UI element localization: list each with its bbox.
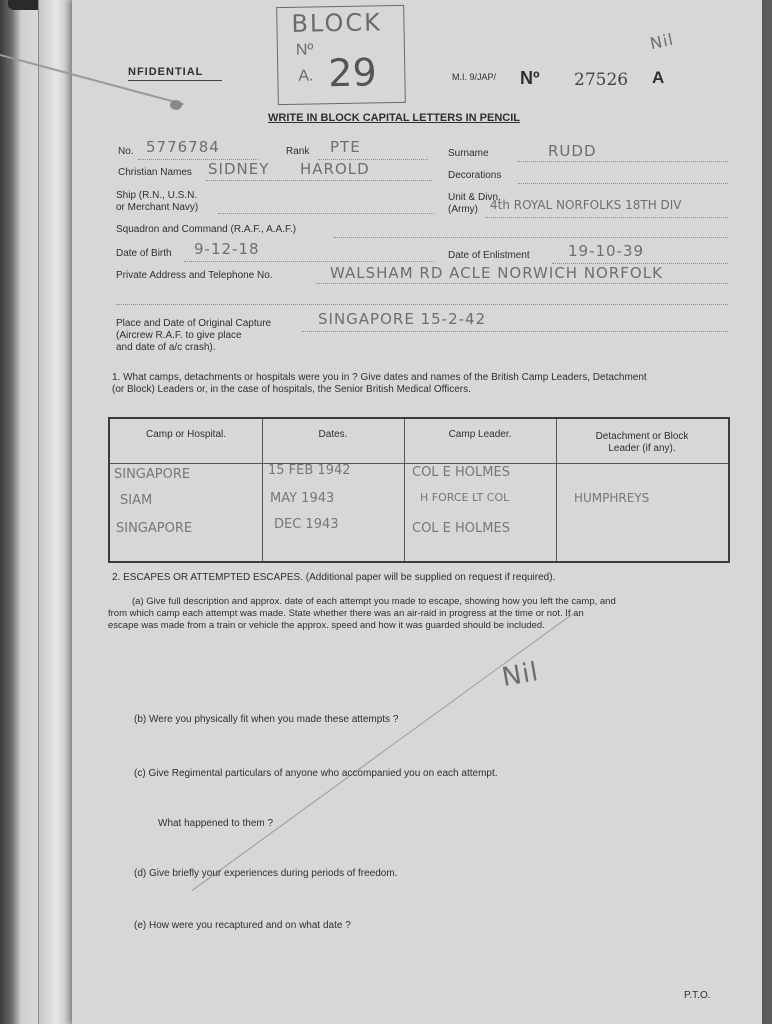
table-cell: 15 FEB 1942 <box>268 463 351 478</box>
confidential-label: NFIDENTIAL <box>128 66 204 78</box>
camp-table-header-detachment-2: Leader (if any). <box>608 443 676 454</box>
instruction-heading: WRITE IN BLOCK CAPITAL LETTERS IN PENCIL <box>268 112 520 124</box>
corner-nil-note: Nil <box>648 29 676 54</box>
surname-label: Surname <box>448 148 489 159</box>
q1-text-2: (or Block) Leaders or, in the case of hospitals, the Senior British Medical Officers. <box>112 384 471 395</box>
camp-table-header-dates: Dates. <box>318 429 348 440</box>
camp-table <box>108 417 730 563</box>
table-cell: COL E HOLMES <box>412 465 510 480</box>
service-no-label: No. <box>118 146 134 157</box>
q2-c: (c) Give Regimental particulars of anyone who accompanied you on each attempt. <box>134 768 498 779</box>
binder-strip <box>38 0 74 1024</box>
table-cell: SINGAPORE <box>114 467 191 482</box>
address-value: WALSHAM RD ACLE NORWICH NORFOLK <box>330 264 663 282</box>
mi9-ref-prefix: M.I. 9/JAP/ <box>452 72 497 82</box>
q2-b: (b) Were you physically fit when you made these attempts ? <box>134 714 399 725</box>
camp-table-header-detachment: Detachment or Block <box>595 431 689 442</box>
service-no-value: 5776784 <box>146 138 220 156</box>
q2-a-line-2: from which camp each attempt was made. State whether there was an air-raid in progress at the time or not. If an <box>108 608 584 619</box>
table-cell: SIAM <box>120 493 153 508</box>
table-cell: COL E HOLMES <box>412 521 510 536</box>
stamp-no-text: Nº <box>295 41 314 59</box>
rank-label: Rank <box>286 146 310 157</box>
camp-table-header-leader: Camp Leader. <box>448 429 512 440</box>
unit-label-2: (Army) <box>448 204 478 215</box>
q2-e: (e) How were you recaptured and on what date ? <box>134 920 351 931</box>
ship-label-2: or Merchant Navy) <box>116 202 199 213</box>
squadron-label: Squadron and Command (R.A.F., A.A.F.) <box>116 224 297 235</box>
christian-names-label: Christian Names <box>118 167 192 178</box>
table-cell: HUMPHREYS <box>574 491 650 505</box>
ref-number: 27526 <box>574 70 629 90</box>
camp-table-header-camp: Camp or Hospital. <box>145 429 227 440</box>
rank-value: PTE <box>330 138 361 156</box>
unit-value: 4th ROYAL NORFOLKS 18TH DIV <box>490 198 682 212</box>
stamp-letter-text: A. <box>298 67 314 85</box>
string-knot <box>170 100 182 110</box>
form-page <box>72 0 762 1024</box>
enlistment-label: Date of Enlistment <box>448 250 530 261</box>
dob-value: 9-12-18 <box>194 240 260 258</box>
stamp-block-text: BLOCK <box>291 8 383 38</box>
christian-name-1: SIDNEY <box>208 160 270 178</box>
surname-value: RUDD <box>548 142 597 160</box>
table-cell: SINGAPORE <box>116 521 193 536</box>
block-stamp <box>276 5 406 105</box>
q2-heading: 2. ESCAPES OR ATTEMPTED ESCAPES. (Additional paper will be supplied on request if required). <box>112 572 556 583</box>
confidential-underline <box>128 80 222 81</box>
ref-no-label: Nº <box>520 68 540 88</box>
table-cell: MAY 1943 <box>270 491 335 506</box>
decorations-label: Decorations <box>448 170 502 181</box>
strike-through-line <box>192 614 573 891</box>
ref-letter: A <box>652 68 665 87</box>
table-cell: H FORCE LT COL <box>420 491 510 504</box>
address-label: Private Address and Telephone No. <box>116 270 273 281</box>
stamp-number-text: 29 <box>327 50 378 96</box>
capture-label-3: and date of a/c crash). <box>116 342 216 353</box>
christian-name-2: HAROLD <box>300 160 370 178</box>
q2-c-followup: What happened to them ? <box>158 818 274 829</box>
q2-d: (d) Give briefly your experiences during periods of freedom. <box>134 868 398 879</box>
ship-label-1: Ship (R.N., U.S.N. <box>116 190 198 201</box>
nil-annotation: Nil <box>499 657 542 693</box>
enlistment-value: 19-10-39 <box>568 242 645 260</box>
pto-label: P.T.O. <box>684 990 711 1001</box>
capture-label-2: (Aircrew R.A.F. to give place <box>116 330 242 341</box>
table-cell: DEC 1943 <box>274 517 339 532</box>
dob-label: Date of Birth <box>116 248 172 259</box>
capture-label-1: Place and Date of Original Capture <box>116 318 272 329</box>
capture-value: SINGAPORE 15-2-42 <box>318 310 487 328</box>
q2-a-line-1: (a) Give full description and approx. date of each attempt you made to escape, showing how you left the camp, and <box>132 596 616 607</box>
q2-a-line-3: escape was made from a train or vehicle the approx. speed and how it was guarded should be included. <box>108 620 545 631</box>
unit-label-1: Unit & Divn. <box>448 192 501 203</box>
q1-text-1: 1. What camps, detachments or hospitals were you in ? Give dates and names of the British Camp Leaders, Detachment <box>112 372 647 383</box>
